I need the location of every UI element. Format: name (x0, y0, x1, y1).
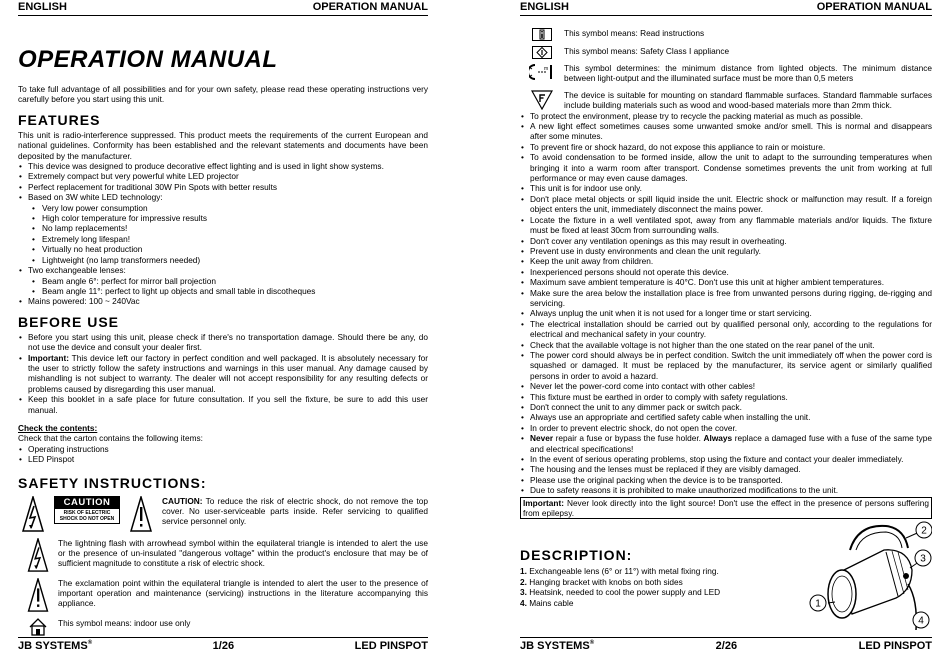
footer-brand-name: JB SYSTEMS (18, 640, 88, 652)
safety-heading: SAFETY INSTRUCTIONS: (18, 474, 207, 491)
footer-brand-name: JB SYSTEMS (520, 640, 590, 652)
list-item: • Due to safety reasons it is prohibited to make unauthorized modifications to the unit. (520, 485, 932, 495)
list-item: • This device was designed to produce decorative effect lighting and is used in light show systems. (18, 161, 428, 171)
list-item: • To protect the environment, please try to recycle the packing material as much as possible. (520, 111, 932, 121)
caution-box-sub: RISK OF ELECTRIC SHOCK DO NOT OPEN (59, 509, 115, 522)
header-title: OPERATION MANUAL (312, 1, 428, 13)
page-1-body (18, 20, 428, 636)
item-text: Mains cable (526, 597, 574, 608)
list-item: • Extremely compact but very powerful white LED projector (18, 171, 428, 181)
important-label: Important: (28, 352, 70, 363)
never-text: repair a fuse or bypass the fuse holder. (553, 433, 704, 444)
distance-icon (520, 63, 564, 81)
lightning-triangle-icon (18, 538, 58, 572)
list-item: • A new light effect sometimes causes some unwanted smoke and/or smell. This is normal and disappears after some minutes. (520, 121, 932, 142)
symbol-row (520, 46, 932, 60)
page-2 (520, 0, 932, 654)
read-instructions-icon (520, 28, 564, 41)
list-item: • Keep the unit away from children. (520, 256, 932, 266)
symbol-row (520, 63, 932, 84)
footer-product: LED PINSPOT (858, 640, 932, 652)
svg-text:2: 2 (921, 525, 927, 537)
list-item: • Operating instructions (18, 444, 428, 454)
important-text: This device left our factory in perfect condition and well packaged. It is absolutely necessary for the user to strictly follow the safety instructions and warnings in this user manual. Any damage caused by mishandling is not subject to warranty. The dealer will not accept responsibility for any resulting defects or problems caused by disregarding this user manual. (28, 352, 428, 394)
caution-label: CAUTION: (162, 495, 203, 506)
features-list (18, 161, 428, 203)
footer-brand (18, 640, 92, 652)
symbol-text: This symbol means: Safety Class I appliance (564, 46, 730, 56)
svg-text:m: m (544, 66, 549, 72)
caution-text (156, 496, 428, 527)
list-item: • No lamp replacements! (18, 223, 428, 233)
list-item: • High color temperature for impressive results (18, 213, 428, 223)
flammable-surface-icon (520, 90, 564, 110)
symbol-text: The device is suitable for mounting on standard flammable surfaces. Standard flammable surfaces include building materials such as wood and wood-based materials more than 2mm thick. (564, 89, 932, 111)
never-label: Never (530, 433, 554, 444)
callout-3 (915, 550, 931, 566)
check-contents-intro: Check that the carton contains the following items: (18, 433, 203, 444)
caution-box-title: CAUTION (55, 497, 119, 509)
list-item: • The power cord should always be in perfect condition. Switch the unit immediately off when the power cord is squashed or damaged. It must be replaced by the manufacturer, its service agent or similarly qualified persons in order to avoid a hazard. (520, 350, 932, 381)
list-item: • To avoid condensation to be formed inside, allow the unit to adapt to the surrounding temperatures when bringing it into a warm room after transport. Condense sometimes prevents the unit from working at full performance or may even cause damages. (520, 152, 932, 183)
item-text: Heatsink, needed to cool the power supply and LED (526, 587, 721, 598)
before-use-heading: BEFORE USE (18, 313, 120, 330)
symbol-row (520, 90, 932, 111)
item-text: Exchangeable lens (6° or 11°) with metal fixing ring. (526, 566, 719, 577)
page-number: 1/26 (212, 640, 235, 652)
list-item: • In order to prevent electric shock, do not open the cover. (520, 423, 932, 433)
list-item: • Maximum save ambient temperature is 40°C. Don't use this unit at higher ambient temperatures. (520, 277, 932, 287)
list-item: • Perfect replacement for traditional 30W Pin Spots with better results (18, 182, 428, 192)
list-item: • Extremely long lifespan! (18, 234, 428, 244)
page-header (520, 0, 932, 16)
callout-1 (810, 595, 826, 611)
features-heading: FEATURES (18, 111, 101, 128)
list-item (520, 433, 932, 454)
list-item: • The electrical installation should be carried out by qualified personal only, according to the regulations for electrical and mechanical safety in your country. (520, 319, 932, 340)
list-item: • Always unplug the unit when it is not used for a longer time or start servicing. (520, 308, 932, 318)
svg-text:1: 1 (815, 598, 821, 610)
caution-box (54, 496, 120, 524)
list-item: • Please use the original packing when the device is to be transported. (520, 475, 932, 485)
lightning-triangle-icon (18, 496, 48, 532)
item-number: 3. (520, 587, 527, 598)
list-item: • This fixture must be earthed in order to comply with safety regulations. (520, 392, 932, 402)
symbol-text: The exclamation point within the equilateral triangle is intended to alert the user to the presence of important operation and maintenance (servicing) instructions in the literature accompanying this appliance. (58, 577, 428, 609)
list-item: • Check that the available voltage is not higher than the one stated on the rear panel of the unit. (520, 340, 932, 350)
page-footer (18, 637, 428, 654)
always-label: Always (703, 433, 733, 444)
list-item: • In the event of serious operating problems, stop using the fixture and contact your dealer immediately. (520, 454, 932, 464)
svg-text:4: 4 (918, 615, 924, 627)
page-header (18, 0, 428, 16)
list-item: • Beam angle 11°: perfect to light up objects and small table in discotheques (18, 286, 428, 296)
important-box (520, 497, 932, 520)
header-title: OPERATION MANUAL (816, 1, 932, 13)
led-sublist (18, 203, 428, 265)
lenses-list (18, 265, 428, 275)
item-number: 2. (520, 576, 527, 587)
symbol-text: The lightning flash with arrowhead symbol within the equilateral triangle is intended to alert the use or the presence of un-insulated "dangerous voltage" within the product's enclosure that may be of sufficient magnitude to constitute a risk of electric shock. (58, 537, 428, 569)
list-item: • Inexperienced persons should not operate this device. (520, 267, 932, 277)
always-text: replace a damaged fuse with a fuse of the same type and electrical specifications! (530, 433, 932, 454)
list-item: • Mains powered: 100 ~ 240Vac (18, 296, 428, 306)
list-item: • Very low power consumption (18, 203, 428, 213)
list-item: • This unit is for indoor use only. (520, 183, 932, 193)
callout-4 (913, 612, 929, 628)
features-intro: This unit is radio-interference suppressed. This product meets the requirements of the current European and national guidelines. Conformity has been established and the relevant statements and documents have been deposited by the manufacturer. (18, 129, 428, 161)
symbol-text: This symbol determines: the minimum distance from lighted objects. The minimum distance between light-output and the illuminated surface must be more than 0,5 meters (564, 63, 932, 84)
footer-reg-mark: ® (589, 640, 595, 646)
symbol-row (18, 618, 428, 636)
list-item: • Beam angle 6°: perfect for mirror ball projection (18, 276, 428, 286)
lenses-sublist (18, 276, 428, 297)
intro-text: To take full advantage of all possibilities and for your own safety, please read these operating instructions very carefully before you start using this unit. (18, 84, 428, 105)
item-text: Hanging bracket with knobs on both sides (526, 576, 683, 587)
pinspot-illustration (800, 520, 932, 632)
page-1 (18, 0, 428, 654)
list-item: • Make sure the area below the installation place is free from unwanted persons during rigging, de-rigging and servicing. (520, 288, 932, 309)
safety-list (520, 111, 932, 496)
list-item: • Two exchangeable lenses: (18, 265, 428, 275)
footer-brand (520, 640, 594, 652)
list-item: • Never let the power-cord come into contact with other cables! (520, 381, 932, 391)
exclamation-triangle-icon (18, 578, 58, 612)
svg-text:3: 3 (920, 553, 926, 565)
symbol-row (18, 578, 428, 612)
list-item: • Prevent use in dusty environments and clean the unit regularly. (520, 246, 932, 256)
footer-product: LED PINSPOT (354, 640, 428, 652)
list-item: • Keep this booklet in a safe place for future consultation. If you sell the fixture, be sure to add this user manual. (18, 394, 428, 415)
list-item: • Always use an appropriate and certified safety cable when installing the unit. (520, 412, 932, 422)
list-item: • Don't connect the unit to any dimmer pack or switch pack. (520, 402, 932, 412)
check-contents-heading: Check the contents: (18, 422, 98, 433)
indoor-house-icon (18, 618, 58, 636)
check-contents-list (18, 444, 428, 465)
class-one-icon (520, 46, 564, 59)
list-item: • The housing and the lenses must be replaced if they are visibly damaged. (520, 464, 932, 474)
list-item (18, 353, 428, 395)
symbol-row (18, 538, 428, 572)
item-number: 1. (520, 566, 527, 577)
mains-list (18, 296, 428, 306)
page-footer (520, 637, 932, 654)
item-number: 4. (520, 597, 527, 608)
page-number: 2/26 (715, 640, 738, 652)
list-item: • LED Pinspot (18, 454, 428, 464)
exclamation-triangle-icon (126, 496, 156, 532)
header-language: ENGLISH (520, 1, 569, 13)
callout-2 (916, 522, 932, 538)
symbol-text: This symbol means: indoor use only (58, 617, 191, 628)
caution-body: To reduce the risk of electric shock, do not remove the top cover. No user-serviceable parts inside. Refer servicing to qualified service personnel only. (162, 495, 428, 527)
symbol-row (520, 28, 932, 42)
list-item: • To prevent fire or shock hazard, do not expose this appliance to rain or moisture. (520, 142, 932, 152)
important-text: Never look directly into the light source! Don't use the effect in the presence of persons suffering from epilepsy. (523, 497, 929, 519)
caution-row (18, 496, 428, 532)
manual-title: OPERATION MANUAL (18, 46, 278, 73)
footer-reg-mark: ® (87, 640, 93, 646)
before-use-list (18, 332, 428, 415)
description-heading: DESCRIPTION: (520, 547, 633, 564)
list-item: • Don't place metal objects or spill liquid inside the unit. Electric shock or malfunction may result. If a foreign object enters the unit, immediately disconnect the mains power. (520, 194, 932, 215)
important-label: Important: (523, 497, 565, 508)
list-item: • Before you start using this unit, please check if there's no transportation damage. Should there be any, do not use the device and consult your dealer first. (18, 332, 428, 353)
symbol-text: This symbol means: Read instructions (564, 28, 705, 38)
list-item: • Don't cover any ventilation openings as this may result in overheating. (520, 236, 932, 246)
list-item: • Locate the fixture in a well ventilated spot, away from any flammable materials and/or liquids. The fixture must be fixed at least 30cm from surrounding walls. (520, 215, 932, 236)
list-item: • Lightweight (no lamp transformers needed) (18, 255, 428, 265)
list-item: • Based on 3W white LED technology: (18, 192, 428, 202)
header-language: ENGLISH (18, 1, 67, 13)
list-item: • Virtually no heat production (18, 244, 428, 254)
